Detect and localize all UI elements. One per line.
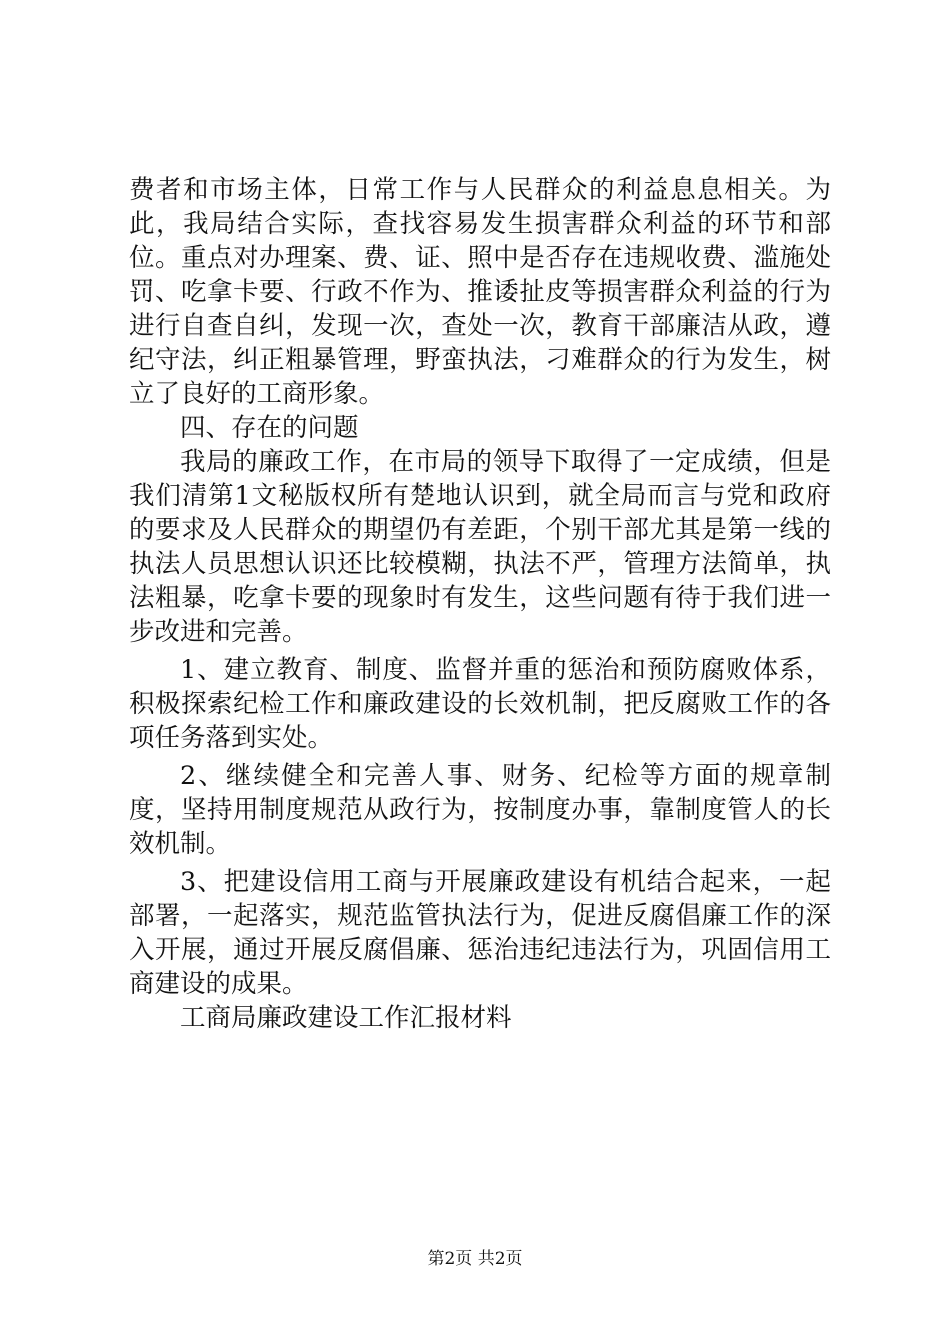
list-item-2: 2、继续健全和完善人事、财务、纪检等方面的规章制度，坚持用制度规范从政行为，按制度办事，靠制度管人的长效机制。 <box>129 761 831 859</box>
paragraph-continuation: 费者和市场主体，日常工作与人民群众的利益息息相关。为此，我局结合实际，查找容易发生损害群众利益的环节和部位。重点对办理案、费、证、照中是否存在违规收费、滥施处罚、吃拿卡要、行政不作为、推诿扯皮等损害群众利益的行为进行自查自纠，发现一次，查处一次，教育干部廉洁从政，遵纪守法，纠正粗暴管理，野蛮执法，刁难群众的行为发生，树立了良好的工商形象。 <box>129 175 831 409</box>
section-heading-problems: 四、存在的问题 <box>180 413 359 443</box>
page-footer: 第2页 共2页 <box>427 1249 523 1269</box>
paragraph-problems: 我局的廉政工作，在市局的领导下取得了一定成绩，但是我们清第1文秘版权所有楚地认识到，就全局而言与党和政府的要求及人民群众的期望仍有差距，个别干部尤其是第一线的执法人员思想认识还比较模糊，执法不严，管理方法简单，执法粗暴，吃拿卡要的现象时有发生，这些问题有待于我们进一步改进和完善。 <box>129 447 831 647</box>
list-item-3: 3、把建设信用工商与开展廉政建设有机结合起来，一起部署，一起落实，规范监管执法行为，促进反腐倡廉工作的深入开展，通过开展反腐倡廉、惩治违纪违法行为，巩固信用工商建设的成果。 <box>129 867 831 999</box>
document-body <box>129 173 831 1035</box>
document-title-line: 工商局廉政建设工作汇报材料 <box>180 1003 512 1033</box>
list-item-1: 1、建立教育、制度、监督并重的惩治和预防腐败体系，积极探索纪检工作和廉政建设的长效机制，把反腐败工作的各项任务落到实处。 <box>129 655 831 753</box>
